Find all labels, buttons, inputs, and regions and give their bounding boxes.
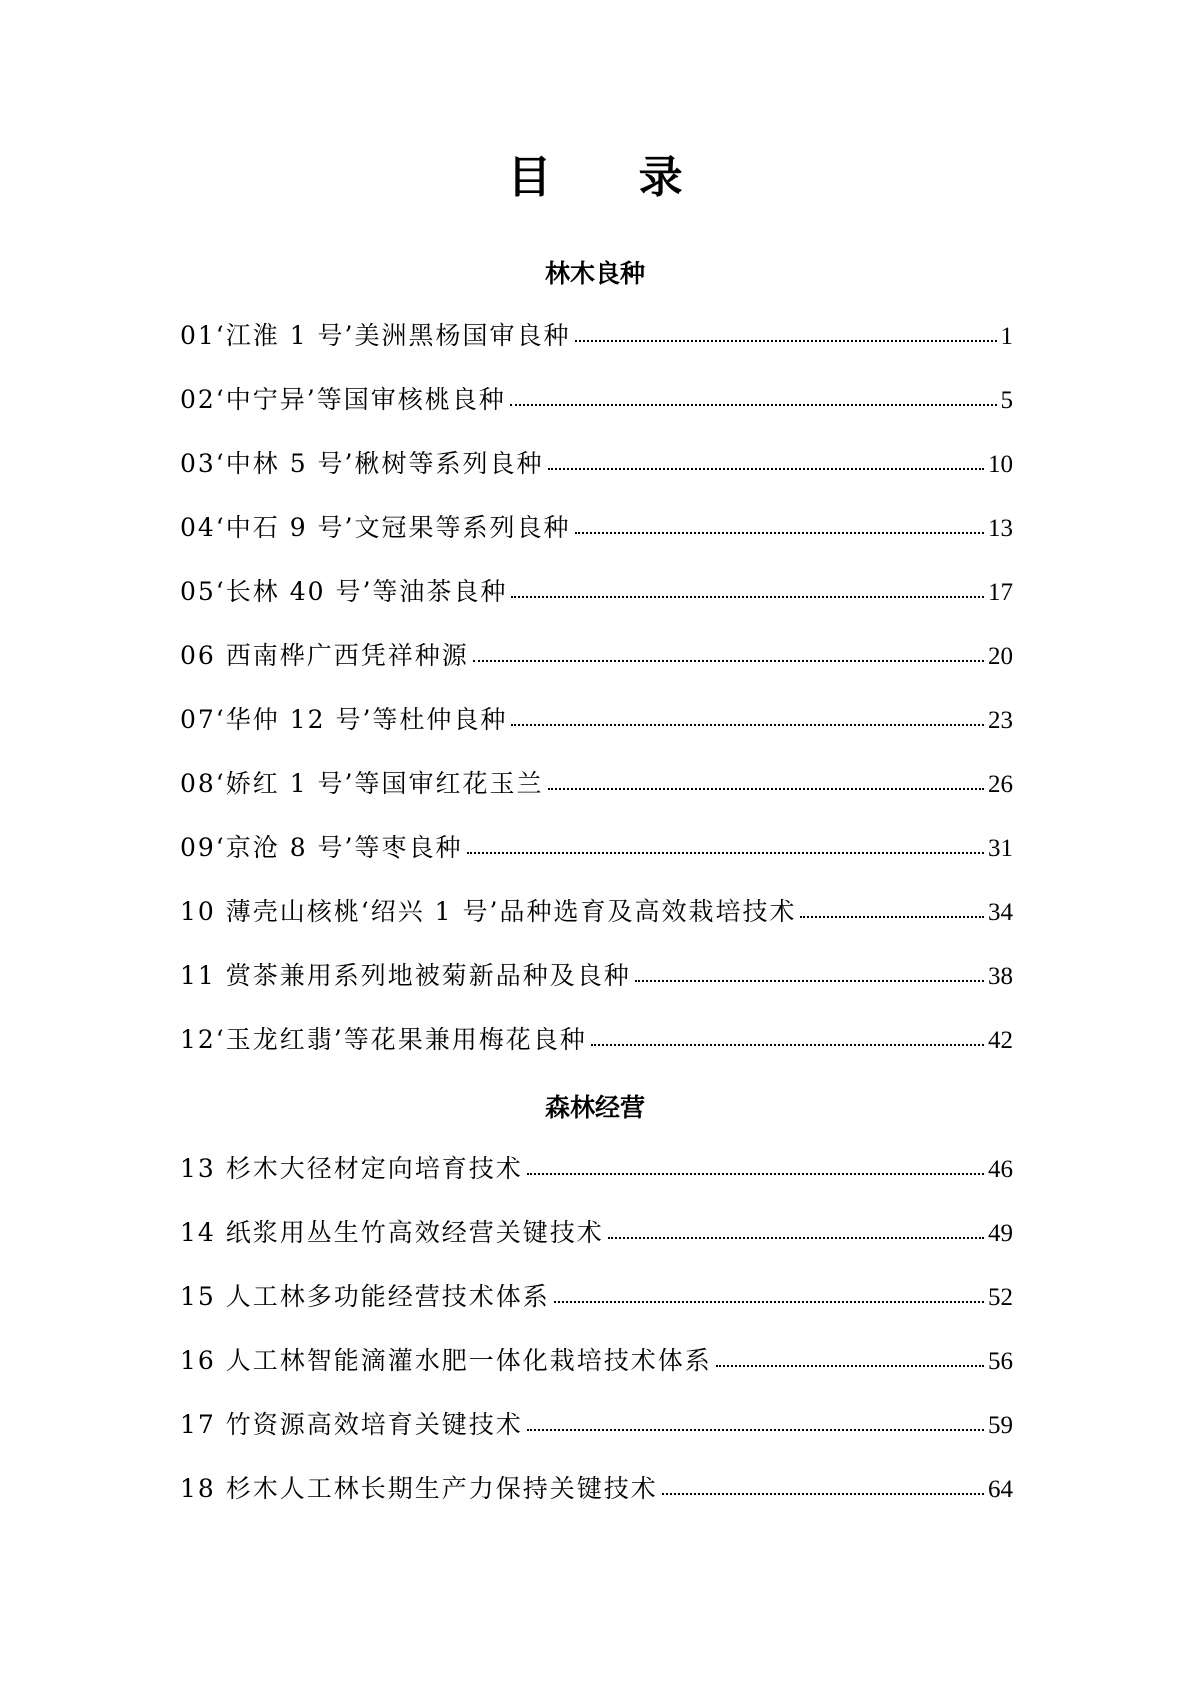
toc-entry[interactable] xyxy=(180,1343,1013,1379)
toc-entry-page: 17 xyxy=(988,579,1013,606)
toc-entry-page: 64 xyxy=(988,1476,1013,1503)
toc-entry[interactable] xyxy=(180,1407,1013,1443)
toc-entry-page: 49 xyxy=(988,1220,1013,1247)
toc-entry-page: 56 xyxy=(988,1348,1013,1375)
toc-leader-dots xyxy=(608,1237,984,1239)
toc-entry-page: 34 xyxy=(988,899,1013,926)
toc-entry-page: 59 xyxy=(988,1412,1013,1439)
toc-leader-dots xyxy=(511,724,984,726)
toc-entry-page: 38 xyxy=(988,963,1013,990)
toc-leader-dots xyxy=(716,1365,984,1367)
toc-entry[interactable] xyxy=(180,574,1013,610)
toc-entry-page: 20 xyxy=(988,643,1013,670)
toc-entry-page: 42 xyxy=(988,1027,1013,1054)
toc-entry-page: 23 xyxy=(988,707,1013,734)
toc-entry[interactable] xyxy=(180,382,1013,418)
toc-entry-title: 08‘娇红 1 号’等国审红花玉兰 xyxy=(180,769,544,798)
page-title: 目 录 xyxy=(507,152,719,203)
toc-entry-page: 26 xyxy=(988,771,1013,798)
toc-leader-dots xyxy=(635,980,984,982)
toc-entry-title: 15 人工林多功能经营技术体系 xyxy=(180,1282,550,1311)
toc-entry-title: 10 薄壳山核桃‘绍兴 1 号’品种选育及高效栽培技术 xyxy=(180,897,797,926)
toc-entry[interactable] xyxy=(180,830,1013,866)
toc-entry[interactable] xyxy=(180,766,1013,802)
toc-entry-title: 18 杉木人工林长期生产力保持关键技术 xyxy=(180,1474,658,1503)
toc-leader-dots xyxy=(473,660,984,662)
toc-entry-page: 46 xyxy=(988,1156,1013,1183)
toc-entry[interactable] xyxy=(180,1215,1013,1251)
toc-leader-dots xyxy=(527,1429,984,1431)
toc-entry[interactable] xyxy=(180,894,1013,930)
toc-entry[interactable] xyxy=(180,1279,1013,1315)
toc-leader-dots xyxy=(554,1301,984,1303)
toc-entry-title: 07‘华仲 12 号’等杜仲良种 xyxy=(180,705,508,734)
toc-entry-title: 09‘京沧 8 号’等枣良种 xyxy=(180,833,463,862)
toc-entry-title: 01‘江淮 1 号’美洲黑杨国审良种 xyxy=(180,321,571,350)
toc-entry-page: 1 xyxy=(1000,323,1013,350)
toc-entry-title: 17 竹资源高效培育关键技术 xyxy=(180,1410,523,1439)
toc-entry-title: 03‘中林 5 号’楸树等系列良种 xyxy=(180,449,544,478)
toc-leader-dots xyxy=(527,1173,984,1175)
toc-entry-page: 31 xyxy=(988,835,1013,862)
toc-entry-title: 12‘玉龙红翡’等花果兼用梅花良种 xyxy=(180,1025,587,1054)
toc-leader-dots xyxy=(548,468,984,470)
toc-leader-dots xyxy=(548,788,984,790)
section-heading-forest-seeds: 林木良种 xyxy=(544,259,645,288)
section-heading-forest-management: 森林经营 xyxy=(544,1093,645,1122)
toc-entry[interactable] xyxy=(180,446,1013,482)
toc-entry-page: 13 xyxy=(988,515,1013,542)
toc-leader-dots xyxy=(575,532,984,534)
toc-entry-title: 05‘长林 40 号’等油茶良种 xyxy=(180,577,508,606)
toc-leader-dots xyxy=(510,404,997,406)
toc-entry-title: 14 纸浆用丛生竹高效经营关键技术 xyxy=(180,1218,604,1247)
toc-entry-title: 13 杉木大径材定向培育技术 xyxy=(180,1154,523,1183)
toc-entry[interactable] xyxy=(180,1151,1013,1187)
toc-entry-title: 04‘中石 9 号’文冠果等系列良种 xyxy=(180,513,571,542)
toc-leader-dots xyxy=(662,1493,984,1495)
toc-entry[interactable] xyxy=(180,318,1013,354)
toc-leader-dots xyxy=(467,852,984,854)
toc-leader-dots xyxy=(575,340,997,342)
toc-entry-title: 11 赏茶兼用系列地被菊新品种及良种 xyxy=(180,961,631,990)
toc-entry-title: 06 西南桦广西凭祥种源 xyxy=(180,641,469,670)
toc-entry-page: 10 xyxy=(988,451,1013,478)
toc-leader-dots xyxy=(511,596,984,598)
toc-entry-page: 5 xyxy=(1000,387,1013,414)
toc-entry-page: 52 xyxy=(988,1284,1013,1311)
toc-entry[interactable] xyxy=(180,702,1013,738)
toc-entry-title: 16 人工林智能滴灌水肥一体化栽培技术体系 xyxy=(180,1346,712,1375)
toc-entry[interactable] xyxy=(180,638,1013,674)
toc-leader-dots xyxy=(591,1044,984,1046)
toc-entry[interactable] xyxy=(180,958,1013,994)
toc-entry[interactable] xyxy=(180,1022,1013,1058)
toc-entry[interactable] xyxy=(180,1471,1013,1507)
toc-entry[interactable] xyxy=(180,510,1013,546)
toc-entry-title: 02‘中宁异’等国审核桃良种 xyxy=(180,385,506,414)
toc-leader-dots xyxy=(800,916,984,918)
